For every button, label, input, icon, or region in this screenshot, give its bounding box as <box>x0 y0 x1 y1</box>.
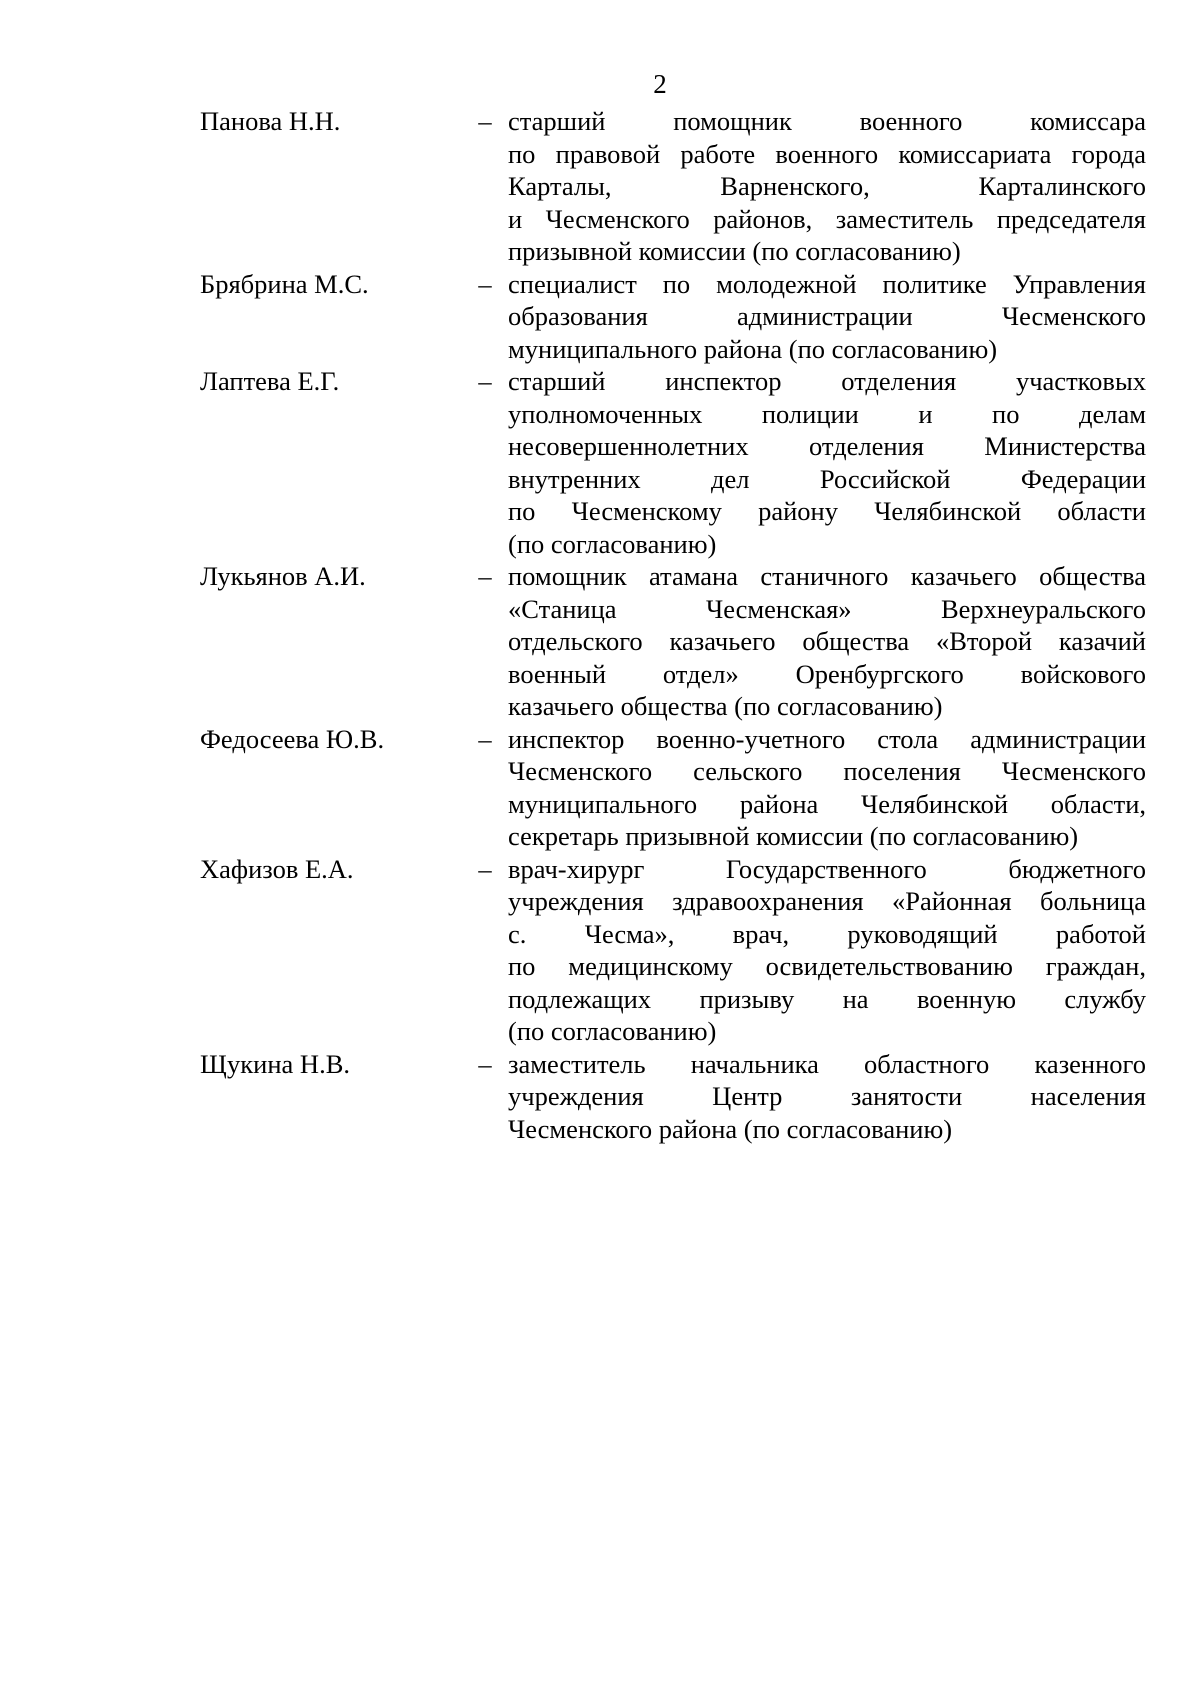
position-line: с. Чесма», врач, руководящий работой <box>508 918 1146 949</box>
member-name: Брябрина М.С. <box>200 268 369 299</box>
member-name: Щукина Н.В. <box>200 1048 350 1079</box>
position-line: отдельского казачьего общества «Второй казачий <box>508 626 1146 656</box>
dash-separator: – <box>478 853 492 884</box>
position-line: заместитель начальника областного казенного <box>508 1048 1146 1079</box>
position-line: Карталы, Варненского, Карталинского <box>508 171 1146 201</box>
roster-entry <box>200 365 1146 560</box>
page-number: 2 <box>653 69 667 99</box>
member-position <box>508 105 1146 268</box>
position-line: Чесменского сельского поселения Чесменского <box>508 756 1146 786</box>
dash-separator: – <box>478 561 492 591</box>
member-position <box>508 853 1146 1048</box>
position-line: подлежащих призыву на военную службу <box>508 983 1146 1014</box>
roster-entry <box>200 105 1146 268</box>
position-line: военный отдел» Оренбургского войскового <box>508 658 1146 689</box>
member-name: Федосеева Ю.В. <box>200 723 385 754</box>
position-line: «Станица Чесменская» Верхнеуральского <box>508 593 1146 624</box>
member-name: Лаптева Е.Г. <box>200 366 340 396</box>
dash-separator: – <box>478 268 492 299</box>
position-line: несовершеннолетних отделения Министерства <box>508 431 1146 461</box>
member-name: Панова Н.Н. <box>200 106 341 136</box>
position-line: (по согласованию) <box>508 528 717 559</box>
position-line: уполномоченных полиции и по делам <box>508 398 1146 429</box>
dash-separator: – <box>478 1048 492 1079</box>
position-line: старший инспектор отделения участковых <box>508 366 1146 396</box>
position-line: помощник атамана станичного казачьего общества <box>508 561 1146 591</box>
position-line: инспектор военно-учетного стола администрации <box>508 723 1146 754</box>
position-line: муниципального района Челябинской области, <box>508 788 1146 819</box>
position-line: муниципального района (по согласованию) <box>508 333 998 364</box>
position-line: старший помощник военного комиссара <box>508 106 1146 136</box>
roster-entry <box>200 560 1146 723</box>
position-line: учреждения здравоохранения «Районная больница <box>508 886 1146 916</box>
position-line: по Чесменскому району Челябинской области <box>508 496 1146 526</box>
member-position <box>508 560 1146 723</box>
commission-roster <box>200 105 1146 1145</box>
position-line: врач-хирург Государственного бюджетного <box>508 853 1146 884</box>
member-name: Хафизов Е.А. <box>200 853 354 884</box>
position-line: по правовой работе военного комиссариата города <box>508 138 1146 169</box>
position-line: казачьего общества (по согласованию) <box>508 691 943 721</box>
dash-separator: – <box>478 366 492 396</box>
dash-separator: – <box>478 106 492 136</box>
roster-entry <box>200 853 1146 1048</box>
dash-separator: – <box>478 723 492 754</box>
position-line: (по согласованию) <box>508 1016 717 1046</box>
position-line: секретарь призывной комиссии (по согласованию) <box>508 821 1079 851</box>
roster-entry <box>200 268 1146 366</box>
member-position <box>508 723 1146 853</box>
position-line: и Чесменского районов, заместитель председателя <box>508 203 1146 234</box>
member-position <box>508 1048 1146 1146</box>
position-line: учреждения Центр занятости населения <box>508 1081 1146 1111</box>
position-line: образования администрации Чесменского <box>508 301 1146 331</box>
position-line: внутренних дел Российской Федерации <box>508 463 1146 494</box>
member-position <box>508 268 1146 366</box>
member-position <box>508 365 1146 560</box>
position-line: призывной комиссии (по согласованию) <box>508 236 961 266</box>
member-name: Лукьянов А.И. <box>200 561 366 591</box>
position-line: Чесменского района (по согласованию) <box>508 1113 953 1144</box>
position-line: по медицинскому освидетельствованию граждан, <box>508 951 1146 981</box>
position-line: специалист по молодежной политике Управления <box>508 268 1146 299</box>
roster-entry <box>200 723 1146 853</box>
roster-entry <box>200 1048 1146 1146</box>
